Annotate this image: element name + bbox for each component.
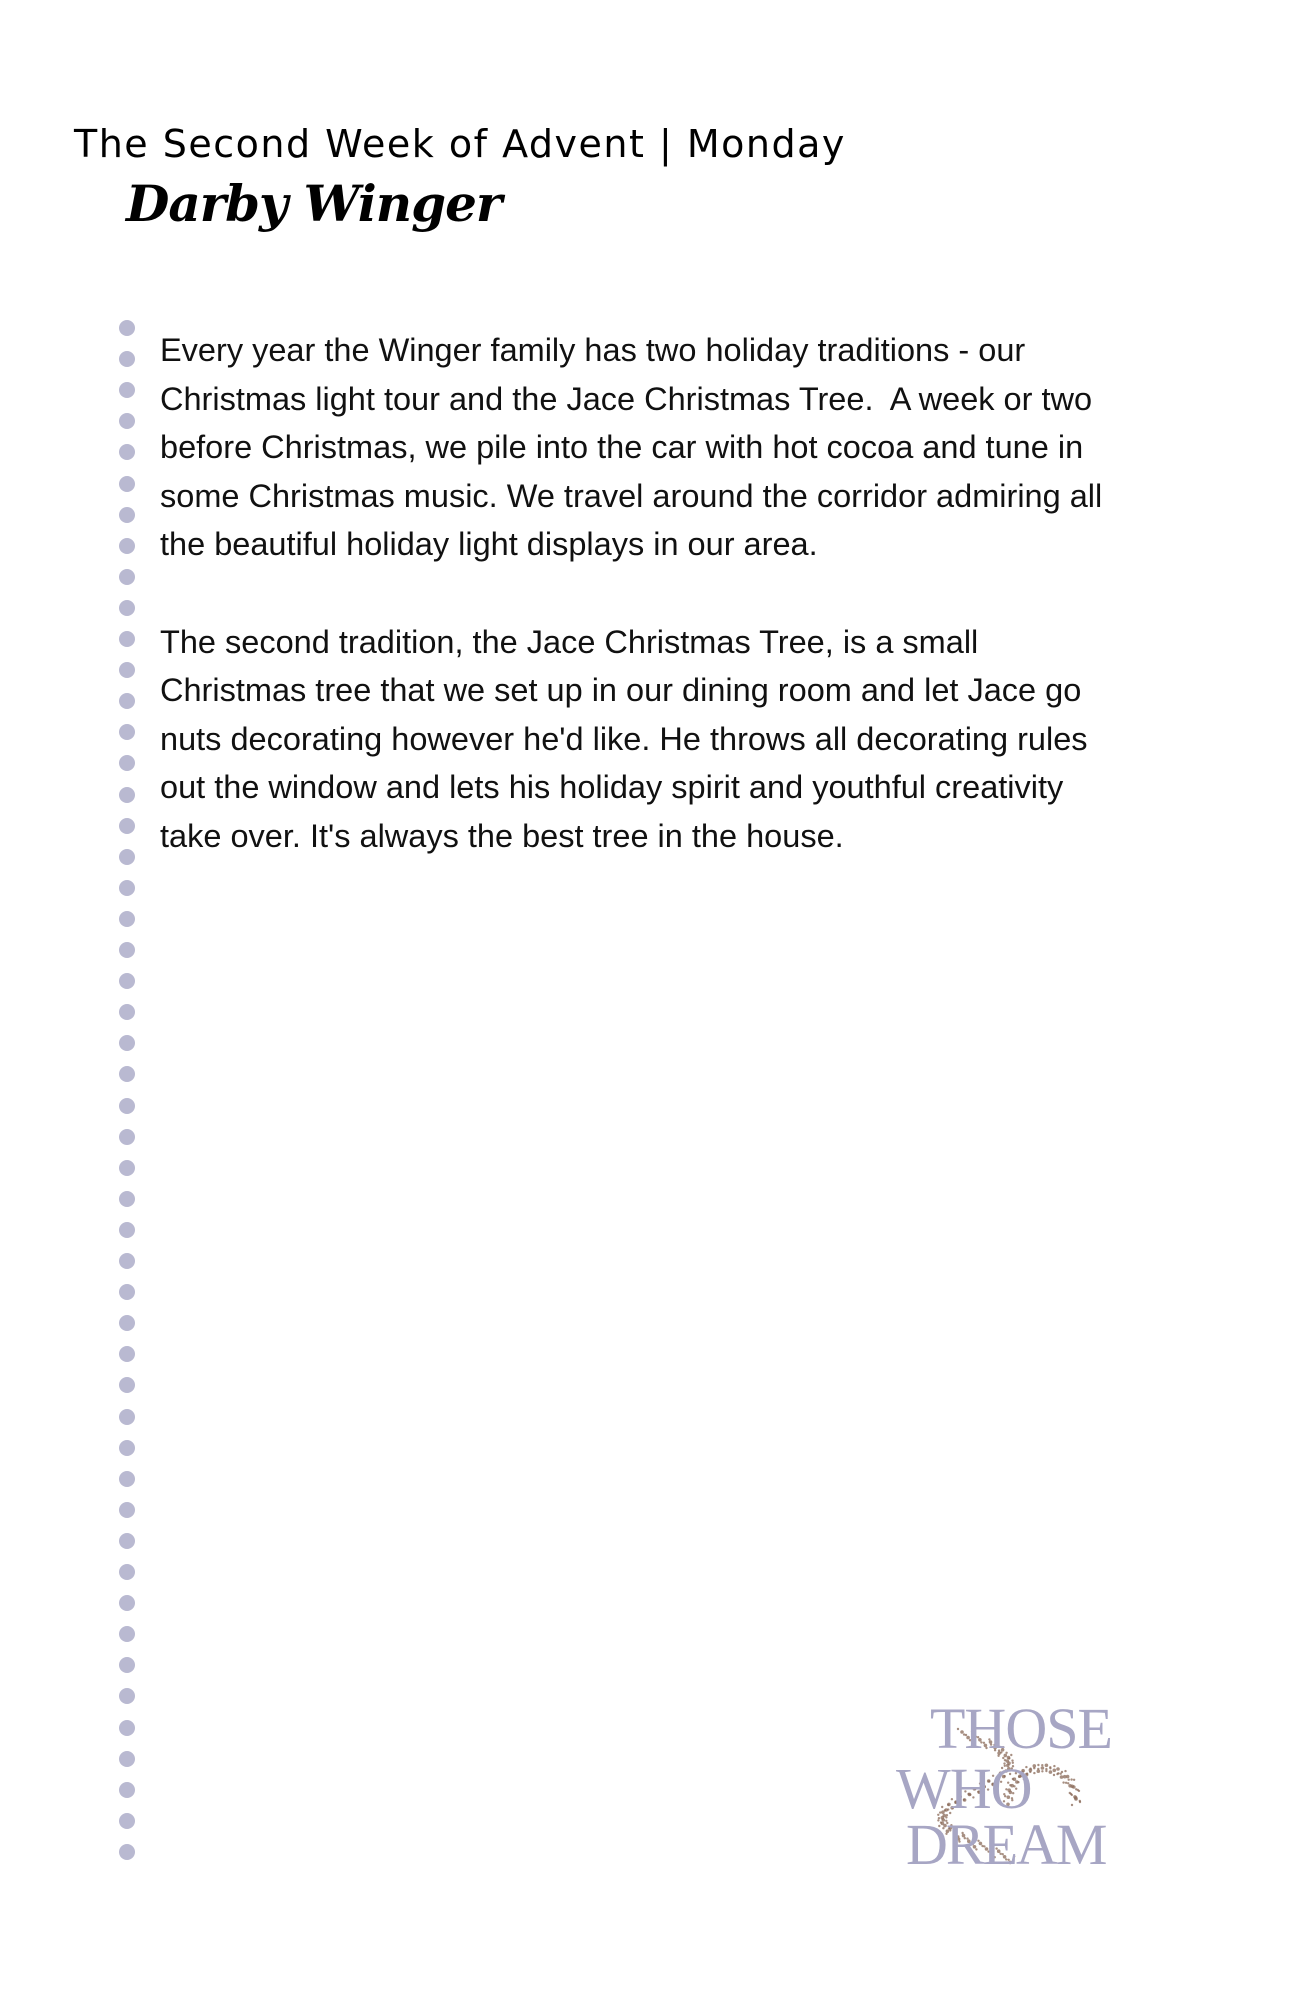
paragraph-2: The second tradition, the Jace Christmas Tree, is a small Christmas tree that we set up in our dining room and let Jace go nuts decorating however he'd like. He throws all decorating rules out the window and lets his holiday spirit and youthful creativity take over. It's always the best tree in the house.	[160, 623, 1088, 854]
margin-dot	[119, 1377, 135, 1393]
logo-dot	[1062, 1781, 1064, 1783]
margin-dot	[119, 1626, 135, 1642]
margin-dot	[119, 849, 135, 865]
margin-dot	[119, 1253, 135, 1269]
logo-dot	[1053, 1769, 1057, 1773]
margin-dot	[119, 818, 135, 834]
logo-dot	[1037, 1768, 1039, 1770]
logo-dot	[1053, 1774, 1055, 1776]
logo-dot	[1041, 1764, 1043, 1766]
logo-dot	[1068, 1779, 1070, 1781]
logo-dot	[1068, 1784, 1072, 1788]
logo-dot	[1073, 1795, 1077, 1799]
logo-dot	[1079, 1800, 1081, 1802]
margin-dot	[119, 1222, 135, 1238]
margin-dot	[119, 1315, 135, 1331]
margin-dot	[119, 538, 135, 554]
logo-dot	[1041, 1766, 1045, 1770]
margin-dot	[119, 413, 135, 429]
logo-dot	[1049, 1770, 1053, 1774]
logo-dot	[1045, 1770, 1047, 1772]
margin-dot	[119, 1657, 135, 1673]
margin-dot	[119, 1502, 135, 1518]
margin-dot	[119, 1844, 135, 1860]
margin-dot	[119, 1533, 135, 1549]
logo-dot	[1037, 1764, 1039, 1766]
margin-dot	[119, 444, 135, 460]
logo-dot	[1067, 1782, 1069, 1784]
logo-dot	[1069, 1792, 1071, 1794]
logo-dot	[1056, 1767, 1060, 1771]
logo-line-3: DREAM	[906, 1812, 1106, 1872]
margin-dot	[119, 1066, 135, 1082]
margin-dot	[119, 476, 135, 492]
margin-dot	[119, 1720, 135, 1736]
logo-dot	[1071, 1804, 1073, 1806]
margin-dot	[119, 1160, 135, 1176]
logo-dot	[1033, 1764, 1037, 1768]
logo-dot	[1053, 1765, 1055, 1767]
margin-dot	[119, 973, 135, 989]
margin-dot	[119, 1595, 135, 1611]
margin-dot	[119, 880, 135, 896]
margin-dot	[119, 1129, 135, 1145]
margin-dot	[119, 755, 135, 771]
margin-dot	[119, 1564, 135, 1580]
margin-dot	[119, 1284, 135, 1300]
logo-dot	[1073, 1779, 1075, 1781]
author-name: Darby Winger	[126, 174, 502, 233]
logo-dot	[1065, 1782, 1067, 1784]
margin-dot	[119, 1751, 135, 1767]
those-who-dream-logo	[892, 1692, 1162, 1872]
logo-line-2: WHO	[896, 1756, 1032, 1821]
margin-dot	[119, 1098, 135, 1114]
margin-dot	[119, 1440, 135, 1456]
logo-dot	[1063, 1775, 1067, 1779]
margin-dot	[119, 1782, 135, 1798]
logo-dot	[1061, 1771, 1063, 1773]
margin-dot	[119, 600, 135, 616]
page-heading: The Second Week of Advent | Monday	[74, 122, 846, 166]
margin-dot	[119, 1035, 135, 1051]
dotted-margin-line	[119, 320, 137, 1870]
margin-dot	[119, 382, 135, 398]
margin-dot	[119, 507, 135, 523]
logo-dot	[1057, 1772, 1059, 1774]
logo-dot	[1075, 1788, 1077, 1790]
margin-dot	[119, 1688, 135, 1704]
margin-dot	[119, 631, 135, 647]
margin-dot	[119, 942, 135, 958]
devotional-text	[160, 326, 1220, 909]
margin-dot	[119, 1346, 135, 1362]
logo-dot	[1064, 1770, 1066, 1772]
margin-dot	[119, 1004, 135, 1020]
margin-dot	[119, 320, 135, 336]
margin-dot	[119, 1191, 135, 1207]
logo-dot	[1033, 1772, 1035, 1774]
logo-dot	[1060, 1775, 1064, 1779]
logo-dot	[1041, 1770, 1043, 1772]
margin-dot	[119, 911, 135, 927]
margin-dot	[119, 1409, 135, 1425]
logo-dot	[1070, 1778, 1072, 1780]
margin-dot	[119, 662, 135, 678]
logo-line-1: THOSE	[930, 1696, 1112, 1761]
margin-dot	[119, 1471, 135, 1487]
margin-dot	[119, 569, 135, 585]
logo-dot	[1049, 1767, 1051, 1769]
logo-dot	[1045, 1764, 1049, 1768]
paragraph-1: Every year the Winger family has two holiday traditions - our Christmas light tour and the Jace Christmas Tree. A week or two before Christmas, we pile into the car with hot cocoa and tune in some Christmas music. We travel around the corridor admiring all the beautiful holiday light displays in our area.	[160, 332, 1103, 563]
margin-dot	[119, 724, 135, 740]
margin-dot	[119, 351, 135, 367]
margin-dot	[119, 1813, 135, 1829]
margin-dot	[119, 787, 135, 803]
margin-dot	[119, 693, 135, 709]
